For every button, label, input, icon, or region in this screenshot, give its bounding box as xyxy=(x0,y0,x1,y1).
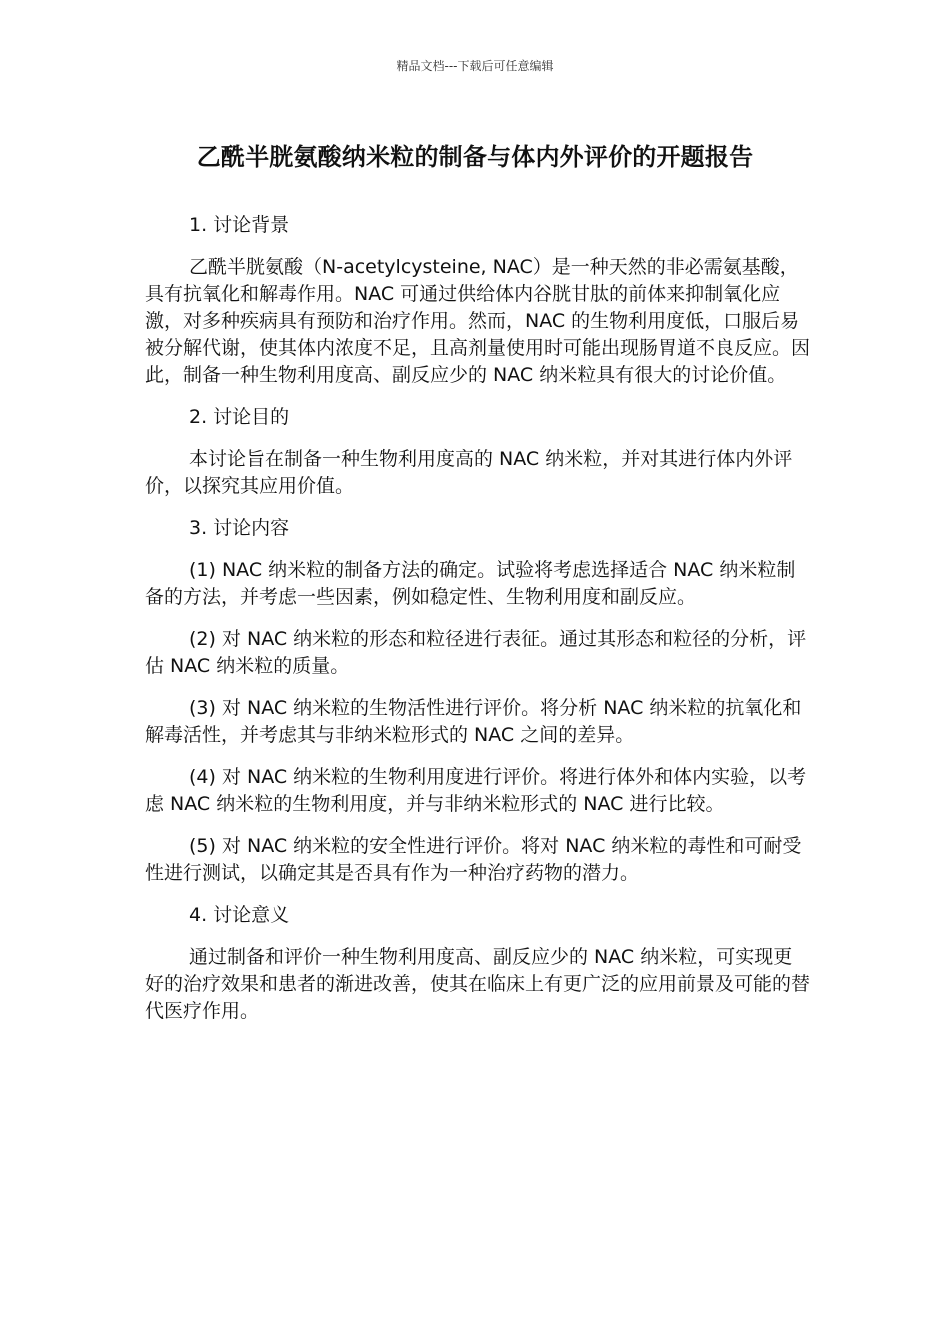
document-title: 乙酰半胱氨酸纳米粒的制备与体内外评价的开题报告 xyxy=(196,143,754,171)
content-item-1: (1) NAC 纳米粒的制备方法的确定。试验将考虑选择适合 NAC 纳米粒制备的方法，并考虑一些因素，例如稳定性、生物利用度和副反应。 xyxy=(145,559,796,608)
content-item-2: (2) 对 NAC 纳米粒的形态和粒径进行表征。通过其形态和粒径的分析，评估 NAC 纳米粒的质量。 xyxy=(145,628,807,677)
paragraph-significance: 通过制备和评价一种生物利用度高、副反应少的 NAC 纳米粒，可实现更好的治疗效果和患者的渐进改善，使其在临床上有更广泛的应用前景及可能的替代医疗作用。 xyxy=(145,946,811,1022)
section-heading-content: 3. 讨论内容 xyxy=(189,517,290,539)
paragraph-purpose: 本讨论旨在制备一种生物利用度高的 NAC 纳米粒，并对其进行体内外评价，以探究其应用价值。 xyxy=(145,448,793,497)
content-item-5: (5) 对 NAC 纳米粒的安全性进行评价。将对 NAC 纳米粒的毒性和可耐受性进行测试，以确定其是否具有作为一种治疗药物的潜力。 xyxy=(145,835,802,884)
section-heading-significance: 4. 讨论意义 xyxy=(189,904,290,926)
document-body xyxy=(145,212,810,1040)
section-heading-purpose: 2. 讨论目的 xyxy=(189,406,290,428)
page-header: 精品文档---下载后可任意编辑 xyxy=(396,59,554,73)
content-item-3: (3) 对 NAC 纳米粒的生物活性进行评价。将分析 NAC 纳米粒的抗氧化和解毒活性，并考虑其与非纳米粒形式的 NAC 之间的差异。 xyxy=(145,697,802,746)
content-item-4: (4) 对 NAC 纳米粒的生物利用度进行评价。将进行体外和体内实验，以考虑 NAC 纳米粒的生物利用度，并与非纳米粒形式的 NAC 进行比较。 xyxy=(145,766,807,815)
paragraph-background: 乙酰半胱氨酸（N-acetylcysteine, NAC）是一种天然的非必需氨基酸，具有抗氧化和解毒作用。NAC 可通过供给体内谷胱甘肽的前体来抑制氧化应激，对多种疾病具有预防和治疗作用。然而，NAC 的生物利用度低，口服后易被分解代谢，使其体内浓度不足，且高剂量使用时可能出现肠胃道不良反应。因此，制备一种生物利用度高、副反应少的 NAC 纳米粒具有很大的讨论价值。 xyxy=(145,256,811,386)
section-heading-background: 1. 讨论背景 xyxy=(189,214,290,236)
